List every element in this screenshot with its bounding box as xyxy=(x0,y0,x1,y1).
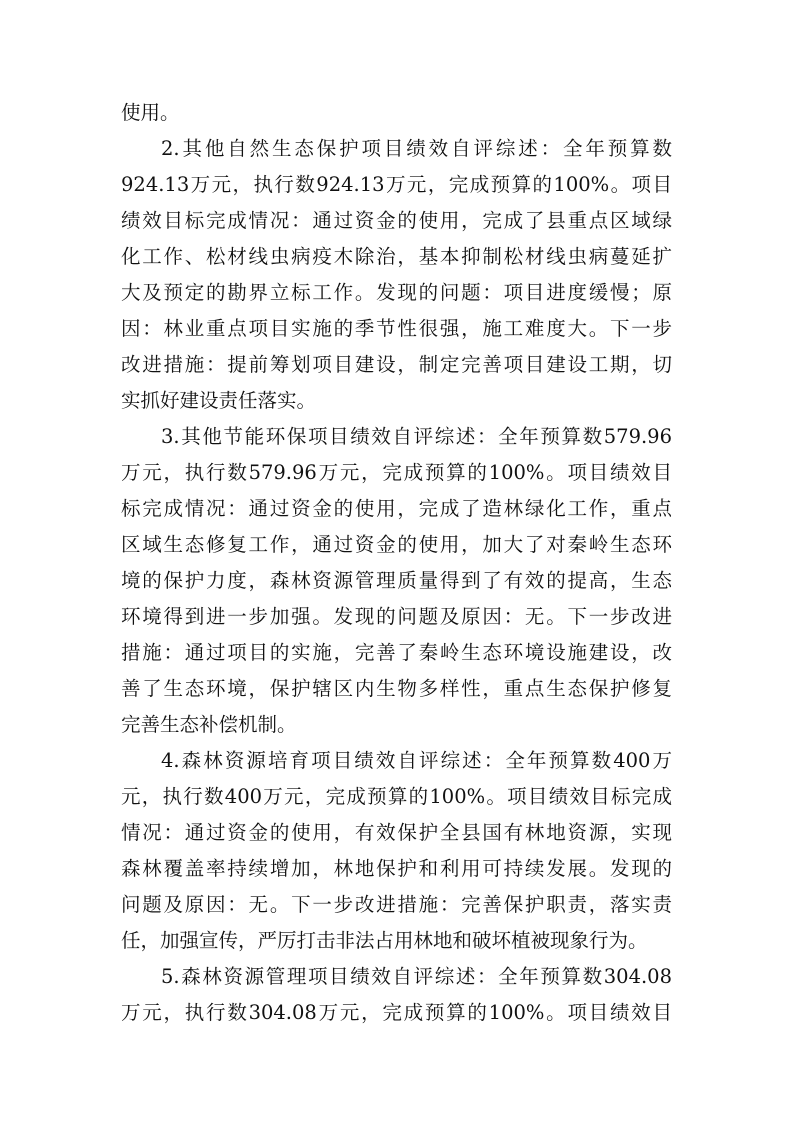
paragraph-line: 924.13万元，执行数924.13万元，完成预算的100%。项目 xyxy=(121,173,672,196)
paragraph-line: 万元，执行数579.96万元，完成预算的100%。项目绩效目 xyxy=(121,461,672,484)
paragraph-item-2 xyxy=(121,131,672,419)
paragraph-item-4 xyxy=(121,743,672,959)
paragraph-line: 5.森林资源管理项目绩效自评综述：全年预算数304.08 xyxy=(161,965,672,988)
paragraph-line: 实抓好建设责任落实。 xyxy=(121,389,317,412)
paragraph-line: 区域生态修复工作，通过资金的使用，加大了对秦岭生态环 xyxy=(121,533,672,556)
paragraph-line: 环境得到进一步加强。发现的问题及原因：无。下一步改进 xyxy=(121,605,672,628)
paragraph-line: 善了生态环境，保护辖区内生物多样性，重点生态保护修复 xyxy=(121,677,672,700)
body-text xyxy=(121,95,672,1031)
paragraph-line: 3.其他节能环保项目绩效自评综述：全年预算数579.96 xyxy=(161,425,672,448)
paragraph-item-5 xyxy=(121,959,672,1031)
paragraph-line: 森林覆盖率持续增加，林地保护和利用可持续发展。发现的 xyxy=(121,857,672,880)
paragraph-line: 使用。 xyxy=(121,101,180,124)
paragraph-item-3 xyxy=(121,419,672,743)
paragraph-line: 万元，执行数304.08万元，完成预算的100%。项目绩效目 xyxy=(121,1001,672,1024)
paragraph-line: 情况：通过资金的使用，有效保护全县国有林地资源，实现 xyxy=(121,821,672,844)
paragraph-line: 任，加强宣传，严厉打击非法占用林地和破坏植被现象行为。 xyxy=(121,929,648,952)
paragraph-line: 改进措施：提前筹划项目建设，制定完善项目建设工期，切 xyxy=(121,353,672,376)
paragraph-line: 完善生态补偿机制。 xyxy=(121,713,297,736)
paragraph-line: 标完成情况：通过资金的使用，完成了造林绿化工作，重点 xyxy=(121,497,672,520)
paragraph-line: 2.其他自然生态保护项目绩效自评综述：全年预算数 xyxy=(161,137,672,160)
paragraph-line: 境的保护力度，森林资源管理质量得到了有效的提高，生态 xyxy=(121,569,672,592)
paragraph-line: 化工作、松材线虫病疫木除治，基本抑制松材线虫病蔓延扩 xyxy=(121,245,672,268)
paragraph-line: 因：林业重点项目实施的季节性很强，施工难度大。下一步 xyxy=(121,317,672,340)
paragraph-line: 4.森林资源培育项目绩效自评综述：全年预算数400万 xyxy=(161,749,672,772)
paragraph-line: 大及预定的勘界立标工作。发现的问题：项目进度缓慢；原 xyxy=(121,281,672,304)
paragraph-line: 问题及原因：无。下一步改进措施：完善保护职责，落实责 xyxy=(121,893,672,916)
paragraph-line: 绩效目标完成情况：通过资金的使用，完成了县重点区域绿 xyxy=(121,209,672,232)
paragraph-line: 措施：通过项目的实施，完善了秦岭生态环境设施建设，改 xyxy=(121,641,672,664)
paragraph-continued xyxy=(121,95,672,131)
paragraph-line: 元，执行数400万元，完成预算的100%。项目绩效目标完成 xyxy=(121,785,672,808)
